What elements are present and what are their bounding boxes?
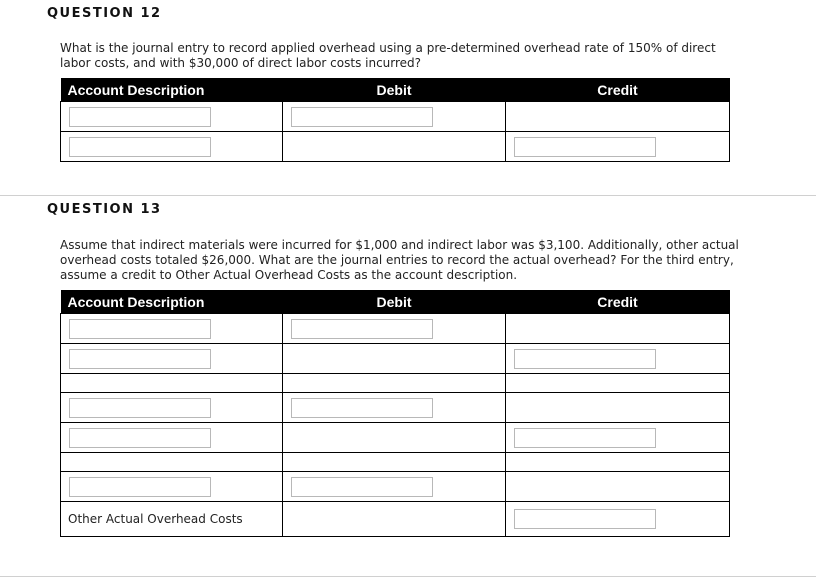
question-12-journal-table: [60, 78, 730, 162]
table-row: [61, 472, 730, 502]
question-12-title: QUESTION 12: [47, 6, 162, 21]
table-row: [61, 102, 730, 132]
header-debit: Debit: [283, 290, 506, 314]
question-13-line-3: assume a credit to Other Actual Overhead Costs as the account description.: [60, 268, 518, 282]
question-12-line-1: What is the journal entry to record applied overhead using a pre-determined overhead rate of 150% of direct: [60, 41, 716, 55]
credit-input[interactable]: [514, 137, 656, 157]
debit-input[interactable]: [291, 319, 433, 339]
debit-input[interactable]: [291, 398, 433, 418]
question-12-text: [60, 41, 716, 71]
debit-input[interactable]: [291, 477, 433, 497]
static-account-description: Other Actual Overhead Costs: [61, 502, 283, 537]
question-13-journal-table: [60, 290, 730, 537]
header-credit: Credit: [506, 290, 730, 314]
table-row-spacer: [61, 453, 730, 472]
table-row: [61, 393, 730, 423]
table-row: [61, 132, 730, 162]
section-divider: [0, 195, 816, 196]
header-credit: Credit: [506, 78, 730, 102]
credit-input[interactable]: [514, 349, 656, 369]
header-account-description: Account Description: [61, 290, 283, 314]
table-row: [61, 502, 730, 537]
account-description-input[interactable]: [69, 428, 211, 448]
account-description-input[interactable]: [69, 137, 211, 157]
account-description-input[interactable]: [69, 319, 211, 339]
debit-input[interactable]: [291, 107, 433, 127]
account-description-input[interactable]: [69, 398, 211, 418]
header-debit: Debit: [283, 78, 506, 102]
table-row: [61, 423, 730, 453]
account-description-input[interactable]: [69, 349, 211, 369]
question-13-line-2: overhead costs totaled $26,000. What are the journal entries to record the actual overhead? For the third entry,: [60, 253, 734, 267]
question-13-text: [60, 238, 739, 283]
question-13-title: QUESTION 13: [47, 202, 162, 217]
section-divider: [0, 576, 816, 577]
account-description-input[interactable]: [69, 477, 211, 497]
table-row: [61, 314, 730, 344]
credit-input[interactable]: [514, 428, 656, 448]
table-row: [61, 344, 730, 374]
question-13-line-1: Assume that indirect materials were incurred for $1,000 and indirect labor was $3,100. Additionally, other actual: [60, 238, 739, 252]
question-12-line-2: labor costs, and with $30,000 of direct labor costs incurred?: [60, 56, 422, 70]
table-row-spacer: [61, 374, 730, 393]
header-account-description: Account Description: [61, 78, 283, 102]
credit-input[interactable]: [514, 509, 656, 529]
account-description-input[interactable]: [69, 107, 211, 127]
